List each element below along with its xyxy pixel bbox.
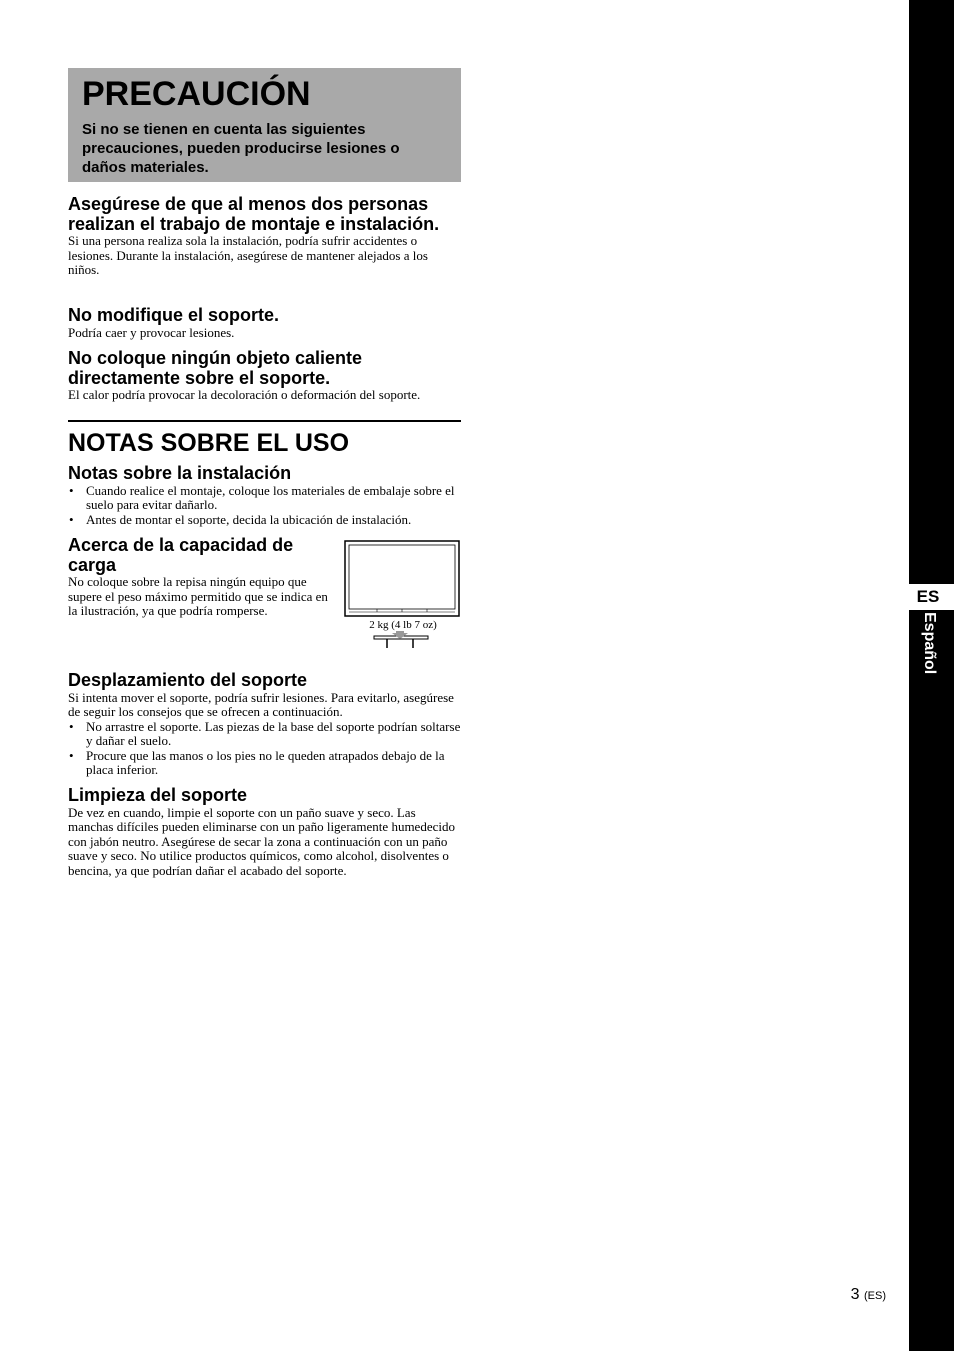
language-label: Español [921, 612, 938, 675]
language-code-badge: ES [900, 584, 954, 610]
cleaning-heading: Limpieza del soporte [68, 785, 248, 805]
install-notes-list [68, 484, 461, 528]
list-item: • Procure que las manos o los pies no le queden atrapados debajo de la placa inferior. [68, 749, 461, 778]
notes-title-block [68, 428, 461, 458]
tv-screen [349, 545, 455, 609]
section-moving [68, 671, 461, 778]
cleaning-body: De vez en cuando, limpie el soporte con un paño suave y seco. Las manchas difíciles pueden eliminarse con un paño ligeramente humedecido con jabón neutro. Asegúrese de secar la zona a continuación con un paño suave y seco. No utilice productos químicos, como alcohol, disolventes o bencina, ya que podrían dañar el acabado del soporte. [68, 804, 455, 878]
section-no-modify [68, 306, 461, 340]
notes-title: NOTAS SOBRE EL USO [68, 429, 350, 457]
moving-heading: Desplazamiento del soporte [68, 670, 308, 690]
section-two-persons-heading: Asegúrese de que al menos dos personas realizan el trabajo de montaje e instalación. [68, 194, 440, 234]
moving-body: Si intenta mover el soporte, podría sufrir lesiones. Para evitarlo, asegúrese de seguir los consejos que se ofrecen a continuación. [68, 689, 454, 720]
weight-label: 2 kg (4 lb 7 oz) [344, 619, 462, 631]
load-capacity-heading: Acerca de la capacidad de carga [68, 535, 294, 575]
page-number [820, 1286, 886, 1304]
caution-subtitle: Si no se tienen en cuenta las siguientes precauciones, pueden producirse lesiones o daños materiales. [82, 121, 400, 176]
moving-list [68, 720, 461, 778]
load-capacity-heading-block [68, 536, 334, 575]
section-install-notes [68, 464, 461, 527]
section-no-modify-heading: No modifique el soporte. [68, 305, 280, 325]
load-capacity-text [68, 575, 334, 619]
caution-box [68, 68, 461, 182]
page-number-suffix: (ES) [864, 1290, 886, 1302]
stand-illustration [344, 540, 460, 648]
section-hot-object-body: El calor podría provocar la decoloración o deformación del soporte. [68, 387, 421, 402]
list-item: • Cuando realice el montaje, coloque los materiales de embalaje sobre el suelo para evitar dañarlo. [68, 484, 461, 513]
install-notes-heading: Notas sobre la instalación [68, 463, 292, 483]
list-item: • Antes de montar el soporte, decida la ubicación de instalación. [68, 513, 461, 528]
section-two-persons-body: Si una persona realiza sola la instalación, podría sufrir accidentes o lesiones. Durante la instalación, asegúrese de mantener alejados a los niños. [68, 233, 428, 278]
section-cleaning [68, 786, 461, 878]
caution-title: PRECAUCIÓN [82, 75, 311, 113]
page-number-value: 3 [850, 1286, 860, 1303]
section-two-persons [68, 195, 461, 278]
load-capacity-body: No coloque sobre la repisa ningún equipo que supere el peso máximo permitido que se indica en la ilustración, ya que podría romperse. [68, 574, 328, 619]
section-hot-object-heading: No coloque ningún objeto caliente directamente sobre el soporte. [68, 348, 363, 388]
section-hot-object [68, 349, 461, 403]
section-divider [68, 420, 461, 422]
section-no-modify-body: Podría caer y provocar lesiones. [68, 324, 235, 340]
list-item: • No arrastre el soporte. Las piezas de la base del soporte podrían soltarse y dañar el suelo. [68, 720, 461, 749]
